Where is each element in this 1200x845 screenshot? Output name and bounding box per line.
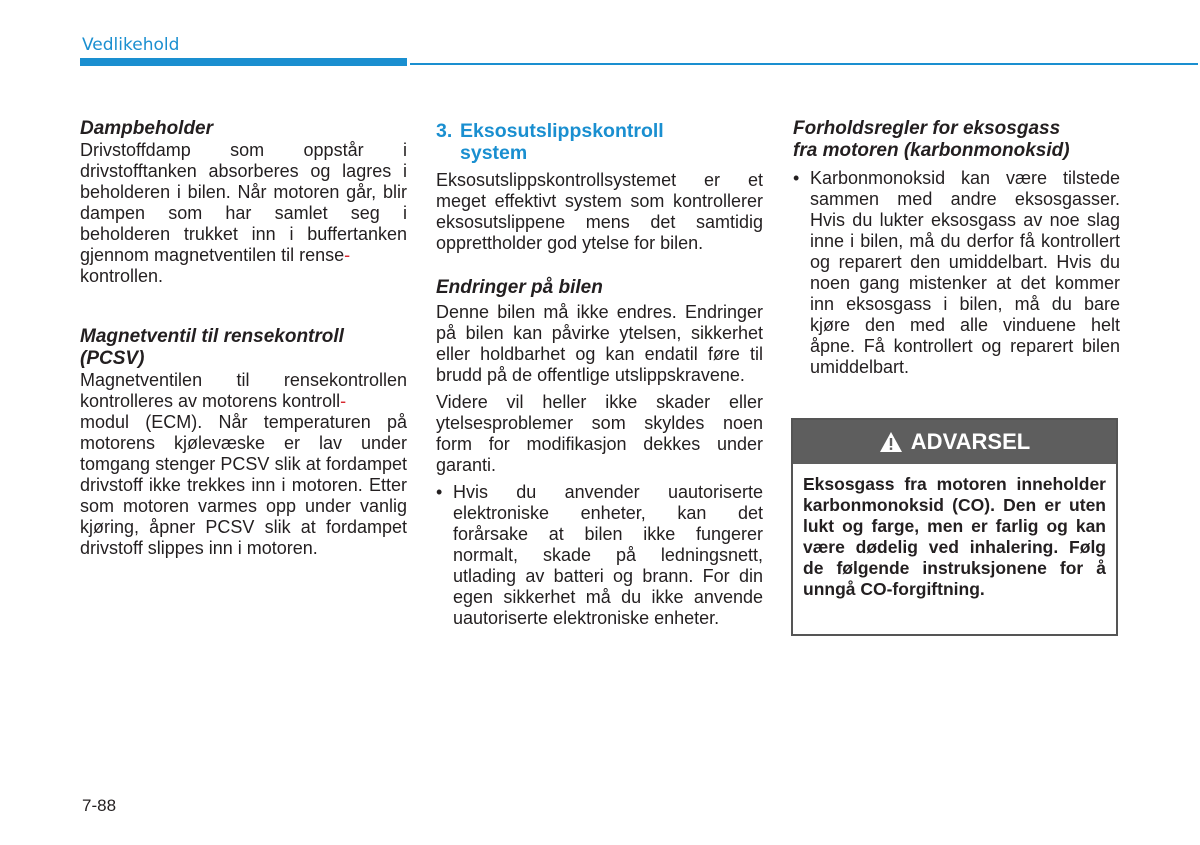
header-rule-thin bbox=[410, 63, 1198, 65]
heading-endringer: Endringer på bilen bbox=[436, 277, 603, 298]
hyphen-mark: - bbox=[344, 245, 351, 265]
bullet-list-karbonmonoksid bbox=[793, 168, 1120, 378]
paragraph-magnetventil: Magnetventilen til rensekontrollen kontrolleres av motorens kontroll- modul (ECM). Når temperaturen på motorens kjølevæske er lav under tomgang stenger PCSV slik at fordampet drivstoff ikke trekkes inn i motoren. Etter som motoren varmes opp under vanlig kjøring, åpner PCSV slik at fordampet drivstoff slippes inn i motoren. bbox=[80, 370, 407, 558]
column-left bbox=[80, 118, 407, 559]
section-title-eksosutslipp: 3. Eksosutslippskontroll system bbox=[436, 120, 664, 164]
warning-title: ADVARSEL bbox=[910, 429, 1031, 454]
heading-dampbeholder: Dampbeholder bbox=[80, 118, 214, 139]
bullet-list-endringer bbox=[436, 482, 763, 629]
page-number: 7-88 bbox=[82, 796, 117, 815]
warning-text: Eksosgass fra motoren inneholder karbonmonoksid (CO). Den er uten lukt og farge, men er farlig og kan være dødelig ved inhalering. Følg de følgende instruksjonene for å unngå CO-forgiftning. bbox=[803, 474, 1106, 599]
paragraph-garanti: Videre vil heller ikke skader eller ytelsesproblemer som skyldes noen form for modifikasjon dekkes under garanti. bbox=[436, 392, 763, 475]
bullet-glyph: • bbox=[436, 482, 443, 502]
list-item: • Karbonmonoksid kan være tilstede sammen med andre eksosgasser. Hvis du lukter eksosgass av noe slag inne i bilen, må du derfor få kontrollert og reparert den umiddelbart. Hvis du noen gang mistenker at det kommer inn eksosgass i bilen, må du bare kjøre den med alle vinduene helt åpne. Få kontrollert og reparert bilen umiddelbart. bbox=[793, 168, 1120, 377]
header-title: Vedlikehold bbox=[82, 35, 180, 55]
column-right bbox=[793, 118, 1120, 378]
paragraph-endringer: Denne bilen må ikke endres. Endringer på bilen kan påvirke ytelsen, sikkerhet eller holdbarhet og kan endatil føre til brudd på de offentlige utslippskravene. bbox=[436, 302, 763, 385]
paragraph-dampbeholder: Drivstoffdamp som oppstår i drivstofftanken absorberes og lagres i beholderen i bilen. Når motoren går, blir dampen som har samlet seg i beholderen trukket inn i buffertanken gjennom magnetventilen til rense- kontrollen. bbox=[80, 140, 407, 286]
warning-header bbox=[793, 420, 1116, 464]
warning-box bbox=[791, 418, 1118, 636]
warning-triangle-icon bbox=[879, 431, 903, 453]
bullet-glyph: • bbox=[793, 168, 800, 188]
list-item: • Hvis du anvender uautoriserte elektroniske enheter, kan det forårsake at bilen ikke fungerer normalt, skade på ledningsnett, utlading av batteri og brann. For din egen sikkerhet må du ikke anvende uautoriserte elektroniske enheter. bbox=[436, 482, 763, 628]
hyphen-mark: - bbox=[340, 391, 347, 411]
heading-magnetventil: Magnetventil til rensekontroll (PCSV) bbox=[80, 326, 344, 369]
header-rule-thick bbox=[80, 58, 407, 66]
heading-forholdsregler: Forholdsregler for eksosgass fra motoren (karbonmonoksid) bbox=[793, 118, 1070, 161]
paragraph-eksosutslipp-intro: Eksosutslippskontrollsystemet er et meget effektivt system som kontrollerer eksosutslippene mens det samtidig opprettholder god ytelse for bilen. bbox=[436, 170, 763, 253]
column-middle bbox=[436, 120, 763, 629]
